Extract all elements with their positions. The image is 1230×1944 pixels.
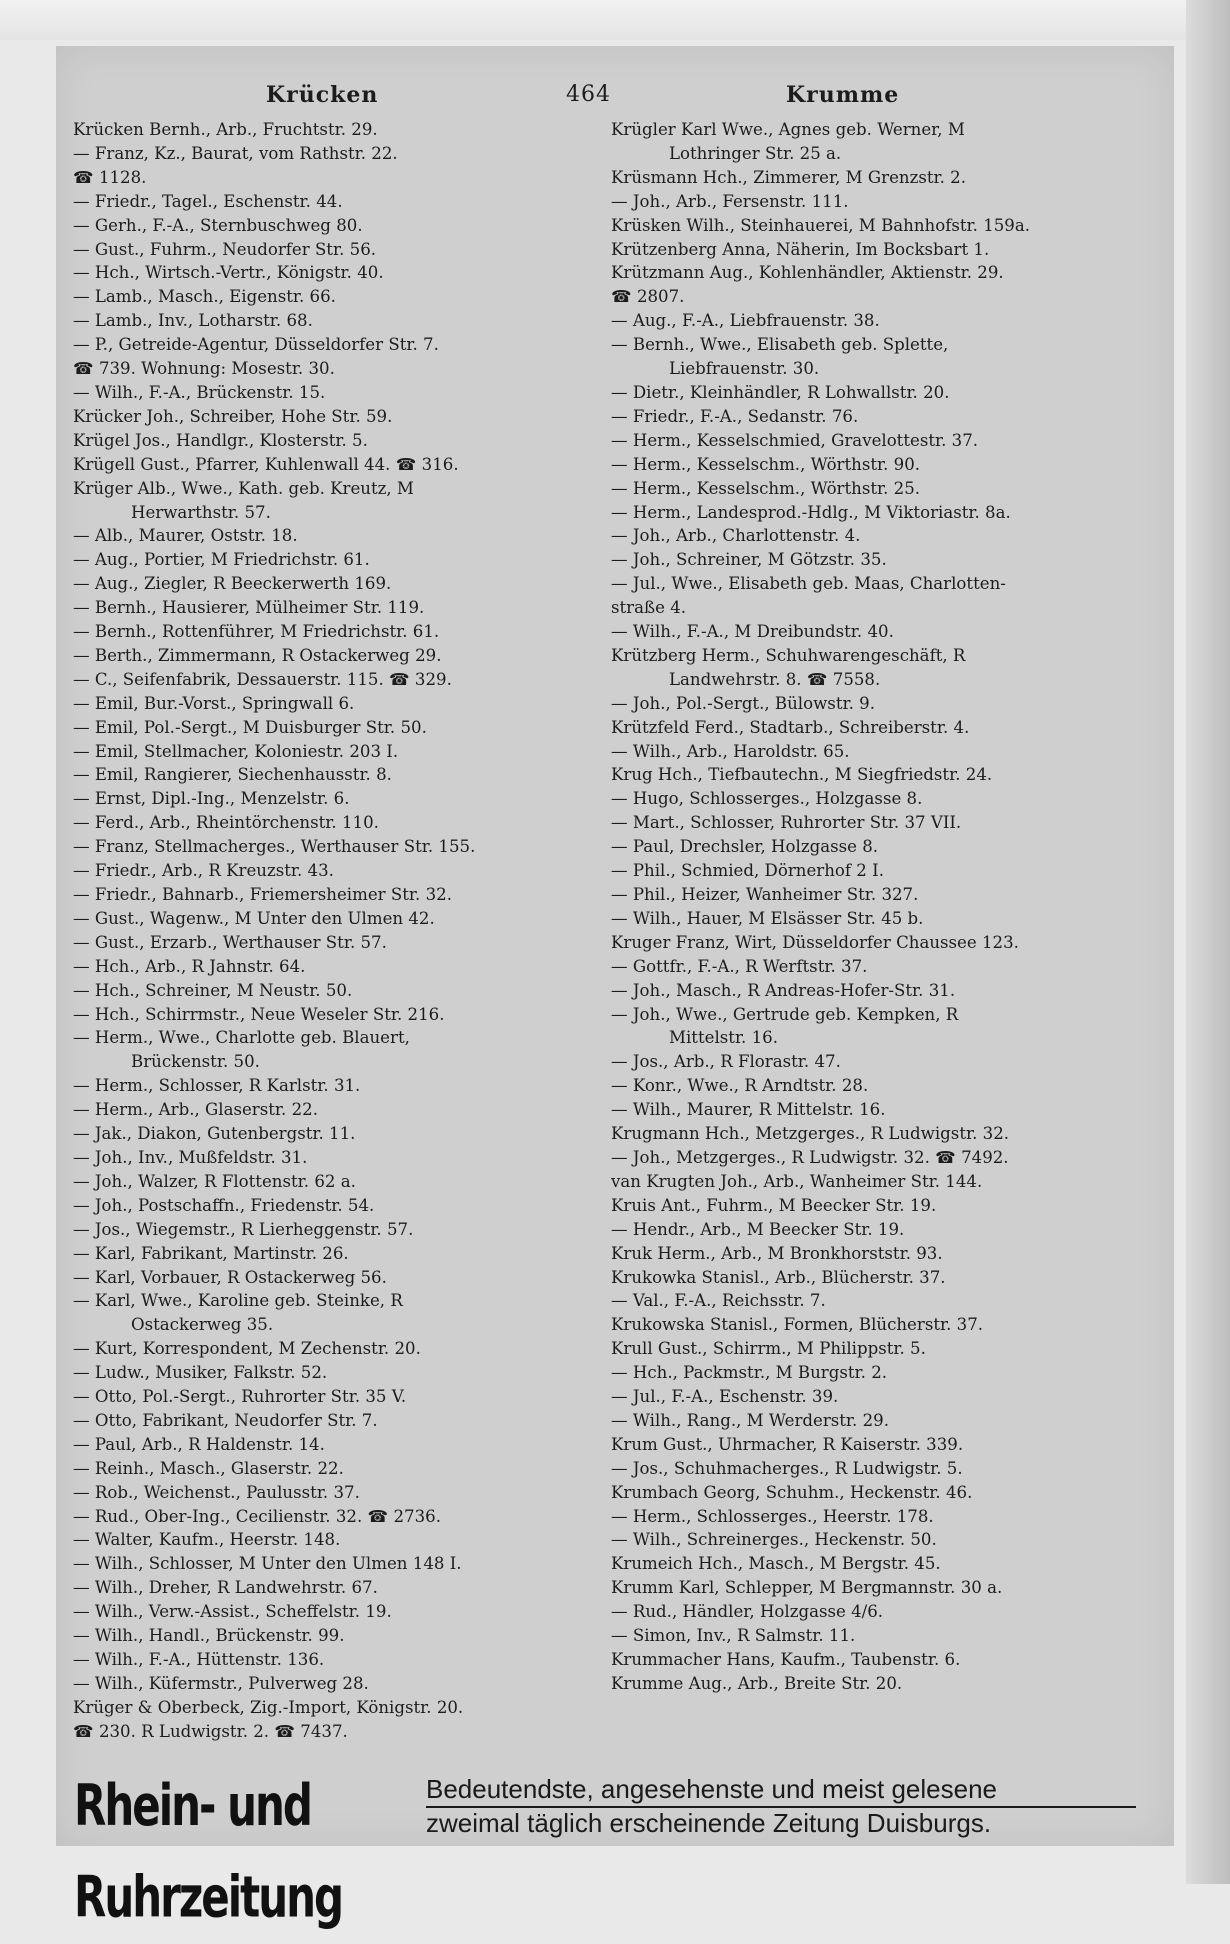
directory-entry: — Herm., Kesselschm., Wörthstr. 25. xyxy=(611,478,921,498)
directory-entry: — Lamb., Inv., Lotharstr. 68. xyxy=(73,311,313,331)
directory-entry: — Wilh., Rang., M Werderstr. 29. xyxy=(611,1410,889,1430)
directory-entry: — Gottfr., F.-A., R Werftstr. 37. xyxy=(611,956,868,976)
directory-entry: Krügel Jos., Handlgr., Klosterstr. 5. xyxy=(73,430,368,450)
directory-entry: — Paul, Drechsler, Holzgasse 8. xyxy=(611,837,879,857)
directory-entry: — Jul., Wwe., Elisabeth geb. Maas, Charlotten- xyxy=(611,574,1006,594)
directory-entry: — Herm., Wwe., Charlotte geb. Blauert, xyxy=(73,1028,410,1048)
directory-entry: — Joh., Wwe., Gertrude geb. Kempken, R xyxy=(611,1004,959,1024)
directory-entry: Krüger Alb., Wwe., Kath. geb. Kreutz, M xyxy=(73,478,414,498)
page-number: 464 xyxy=(566,82,611,107)
directory-entry: — Joh., Walzer, R Flottenstr. 62 a. xyxy=(73,1171,356,1191)
directory-entry: Brückenstr. 50. xyxy=(131,1052,260,1072)
directory-entry: Krumm Karl, Schlepper, M Bergmannstr. 30 a. xyxy=(611,1578,1003,1598)
directory-entry: Krüger & Oberbeck, Zig.-Import, Königstr. 20. xyxy=(73,1697,464,1717)
directory-entry: — Wilh., F.-A., M Dreibundstr. 40. xyxy=(611,622,894,642)
directory-entry: — Alb., Maurer, Oststr. 18. xyxy=(73,526,298,546)
directory-entry: Krücken Bernh., Arb., Fruchtstr. 29. xyxy=(73,120,378,139)
directory-entry: Kruk Herm., Arb., M Bronkhorststr. 93. xyxy=(611,1243,943,1263)
directory-entry: — Ludw., Musiker, Falkstr. 52. xyxy=(73,1363,328,1383)
scan-margin-top xyxy=(0,0,1230,40)
directory-entry: Krug Hch., Tiefbautechn., M Siegfriedstr. 24. xyxy=(611,765,993,785)
directory-entry: — Herm., Arb., Glaserstr. 22. xyxy=(73,1100,318,1120)
directory-entry: Lothringer Str. 25 a. xyxy=(669,143,842,163)
directory-entry: — P., Getreide-Agentur, Düsseldorfer Str. 7. xyxy=(73,335,439,355)
directory-entry: — Jos., Wiegemstr., R Lierheggenstr. 57. xyxy=(73,1219,414,1239)
directory-entry: straße 4. xyxy=(611,598,687,618)
directory-entry: — Herm., Schlosser, R Karlstr. 31. xyxy=(73,1076,361,1096)
directory-entry: — Wilh., F.-A., Brückenstr. 15. xyxy=(73,382,326,402)
directory-entry: Liebfrauenstr. 30. xyxy=(669,359,820,379)
directory-entry: Krukowska Stanisl., Formen, Blücherstr. 37. xyxy=(611,1315,984,1335)
directory-entry: — Emil, Rangierer, Siechenhausstr. 8. xyxy=(73,765,392,785)
directory-entry: — Wilh., Handl., Brückenstr. 99. xyxy=(73,1626,345,1646)
directory-entry: Krumme Aug., Arb., Breite Str. 20. xyxy=(611,1673,903,1693)
directory-entry: — Aug., Portier, M Friedrichstr. 61. xyxy=(73,550,370,570)
directory-entry: — Hendr., Arb., M Beecker Str. 19. xyxy=(611,1219,905,1239)
directory-entry: — Jak., Diakon, Gutenbergstr. 11. xyxy=(73,1124,356,1144)
directory-entry: — Herm., Kesselschmied, Gravelottestr. 37. xyxy=(611,430,979,450)
directory-entry: — Aug., F.-A., Liebfrauenstr. 38. xyxy=(611,311,880,331)
directory-entry: — Friedr., Bahnarb., Friemersheimer Str. 32. xyxy=(73,885,452,904)
directory-entry: — Herm., Schlosserges., Heerstr. 178. xyxy=(611,1506,934,1526)
directory-entry: — Joh., Masch., R Andreas-Hofer-Str. 31. xyxy=(611,980,956,1000)
directory-entry: Ostackerweg 35. xyxy=(131,1315,274,1335)
directory-entry: — Hch., Packmstr., M Burgstr. 2. xyxy=(611,1363,888,1383)
directory-entry: van Krugten Joh., Arb., Wanheimer Str. 144. xyxy=(611,1171,983,1191)
directory-entry: Krukowka Stanisl., Arb., Blücherstr. 37. xyxy=(611,1267,946,1287)
directory-entry: — Phil., Schmied, Dörnerhof 2 I. xyxy=(611,861,884,881)
directory-entry: Krüsken Wilh., Steinhauerei, M Bahnhofstr. 159a. xyxy=(611,215,1031,235)
directory-entry: — Joh., Postschaffn., Friedenstr. 54. xyxy=(73,1195,375,1215)
directory-entry: — Konr., Wwe., R Arndtstr. 28. xyxy=(611,1076,869,1096)
directory-entry: — Wilh., Maurer, R Mittelstr. 16. xyxy=(611,1100,886,1120)
directory-page xyxy=(56,46,1174,1931)
page-header xyxy=(56,82,1174,118)
directory-entry: — Hch., Schirrmstr., Neue Weseler Str. 216. xyxy=(73,1004,445,1024)
directory-entry: — Berth., Zimmermann, R Ostackerweg 29. xyxy=(73,645,442,665)
left-column xyxy=(73,118,593,1744)
advert-logo: Rhein- und Ruhrzeitung xyxy=(74,1772,343,1931)
directory-entry: — Bernh., Hausierer, Mülheimer Str. 119. xyxy=(73,598,425,618)
directory-entry: ☎ 1128. xyxy=(73,167,147,187)
directory-entry: — Lamb., Masch., Eigenstr. 66. xyxy=(73,287,336,307)
directory-entry: — Kurt, Korrespondent, M Zechenstr. 20. xyxy=(73,1339,421,1359)
directory-entry: — Simon, Inv., R Salmstr. 11. xyxy=(611,1626,856,1646)
directory-entry: — Emil, Pol.-Sergt., M Duisburger Str. 50. xyxy=(73,717,427,737)
directory-entry: — Friedr., F.-A., Sedanstr. 76. xyxy=(611,406,859,426)
directory-entry: — Hch., Schreiner, M Neustr. 50. xyxy=(73,980,353,1000)
directory-entry: — Rud., Händler, Holzgasse 4/6. xyxy=(611,1602,884,1622)
directory-entry: — Val., F.-A., Reichsstr. 7. xyxy=(611,1291,826,1311)
directory-entry: — Joh., Metzgerges., R Ludwigstr. 32. ☎ 7492. xyxy=(611,1147,1009,1167)
directory-entry: — Joh., Arb., Charlottenstr. 4. xyxy=(611,526,861,546)
directory-entry: — Joh., Pol.-Sergt., Bülowstr. 9. xyxy=(611,693,875,713)
directory-entry: — Gust., Fuhrm., Neudorfer Str. 56. xyxy=(73,239,377,259)
directory-entry: — Wilh., Hauer, M Elsässer Str. 45 b. xyxy=(611,908,924,928)
directory-entry: — Herm., Landesprod.-Hdlg., M Viktoriastr. 8a. xyxy=(611,502,1011,522)
directory-entry: — Ernst, Dipl.-Ing., Menzelstr. 6. xyxy=(73,789,350,809)
directory-entry: Krücker Joh., Schreiber, Hohe Str. 59. xyxy=(73,406,393,426)
scan-margin-right xyxy=(1186,0,1230,1884)
directory-entry: — Paul, Arb., R Haldenstr. 14. xyxy=(73,1434,325,1454)
directory-entry: Krügler Karl Wwe., Agnes geb. Werner, M xyxy=(611,120,965,139)
newspaper-advert xyxy=(74,1772,1154,1931)
directory-entry: Kruger Franz, Wirt, Düsseldorfer Chaussee 123. xyxy=(611,932,1019,952)
directory-entry: ☎ 739. Wohnung: Mosestr. 30. xyxy=(73,359,335,379)
directory-entry: ☎ 230. R Ludwigstr. 2. ☎ 7437. xyxy=(73,1721,348,1741)
directory-entry: — Wilh., Dreher, R Landwehrstr. 67. xyxy=(73,1578,378,1598)
directory-entry: — Joh., Arb., Fersenstr. 111. xyxy=(611,191,849,211)
directory-entry: Krum Gust., Uhrmacher, R Kaiserstr. 339. xyxy=(611,1434,964,1454)
directory-entry: — Hch., Arb., R Jahnstr. 64. xyxy=(73,956,306,976)
directory-entry: — Hch., Wirtsch.-Vertr., Königstr. 40. xyxy=(73,263,384,283)
directory-entry: — Hugo, Schlosserges., Holzgasse 8. xyxy=(611,789,923,809)
directory-entry: — Phil., Heizer, Wanheimer Str. 327. xyxy=(611,885,919,904)
directory-entry: — Otto, Pol.-Sergt., Ruhrorter Str. 35 V. xyxy=(73,1387,407,1407)
directory-entry: Krützmann Aug., Kohlenhändler, Aktienstr. 29. xyxy=(611,263,1004,283)
directory-entry: — Karl, Wwe., Karoline geb. Steinke, R xyxy=(73,1291,403,1311)
directory-entry: — Gust., Wagenw., M Unter den Ulmen 42. xyxy=(73,908,435,928)
directory-entry: — Wilh., F.-A., Hüttenstr. 136. xyxy=(73,1650,325,1669)
directory-entry: — Gerh., F.-A., Sternbuschweg 80. xyxy=(73,215,363,235)
directory-entry: Krummacher Hans, Kaufm., Taubenstr. 6. xyxy=(611,1650,961,1669)
directory-entry: — Bernh., Wwe., Elisabeth geb. Splette, xyxy=(611,335,949,355)
header-right-keyword: Krumme xyxy=(786,82,900,108)
directory-entry: — Wilh., Schlosser, M Unter den Ulmen 148 I. xyxy=(73,1554,462,1574)
directory-entry: — Joh., Schreiner, M Götzstr. 35. xyxy=(611,550,887,570)
advert-line-1: Bedeutendste, angesehenste und meist gelesene xyxy=(426,1774,997,1804)
directory-entry: — Rud., Ober-Ing., Cecilienstr. 32. ☎ 2736. xyxy=(73,1506,441,1526)
directory-entry: Krumbach Georg, Schuhm., Heckenstr. 46. xyxy=(611,1482,973,1502)
directory-entry: — Karl, Vorbauer, R Ostackerweg 56. xyxy=(73,1267,387,1287)
directory-entry: Krugmann Hch., Metzgerges., R Ludwigstr. 32. xyxy=(611,1124,1010,1144)
directory-entry: Herwarthstr. 57. xyxy=(131,502,271,522)
directory-entry: — Mart., Schlosser, Ruhrorter Str. 37 VII. xyxy=(611,813,962,833)
directory-entry: — Joh., Inv., Mußfeldstr. 31. xyxy=(73,1147,308,1167)
directory-entry: — Aug., Ziegler, R Beeckerwerth 169. xyxy=(73,574,392,594)
directory-entry: — Reinh., Masch., Glaserstr. 22. xyxy=(73,1458,344,1478)
directory-entry: — C., Seifenfabrik, Dessauerstr. 115. ☎ 329. xyxy=(73,669,452,689)
directory-entry: — Gust., Erzarb., Werthauser Str. 57. xyxy=(73,932,387,952)
directory-entry: Landwehrstr. 8. ☎ 7558. xyxy=(669,669,881,689)
directory-entry: — Wilh., Küfermstr., Pulverweg 28. xyxy=(73,1673,369,1693)
directory-entry: Krull Gust., Schirrm., M Philippstr. 5. xyxy=(611,1339,926,1359)
directory-entry: Krumeich Hch., Masch., M Bergstr. 45. xyxy=(611,1554,941,1574)
directory-entry: Krügell Gust., Pfarrer, Kuhlenwall 44. ☎ 316. xyxy=(73,454,459,474)
directory-entry: — Franz, Stellmacherges., Werthauser Str. 155. xyxy=(73,837,476,857)
right-column xyxy=(611,118,1131,1696)
directory-entry: — Bernh., Rottenführer, M Friedrichstr. 61. xyxy=(73,622,440,642)
directory-entry: ☎ 2807. xyxy=(611,287,685,307)
directory-entry: — Emil, Stellmacher, Koloniestr. 203 I. xyxy=(73,741,399,761)
directory-entry: — Otto, Fabrikant, Neudorfer Str. 7. xyxy=(73,1410,378,1430)
directory-entry: — Friedr., Arb., R Kreuzstr. 43. xyxy=(73,861,334,881)
directory-entry: Mittelstr. 16. xyxy=(669,1028,778,1048)
directory-entry: Kruis Ant., Fuhrm., M Beecker Str. 19. xyxy=(611,1195,937,1215)
directory-entry: — Friedr., Tagel., Eschenstr. 44. xyxy=(73,191,343,211)
directory-entry: — Emil, Bur.-Vorst., Springwall 6. xyxy=(73,693,355,713)
directory-entry: — Wilh., Schreinerges., Heckenstr. 50. xyxy=(611,1530,937,1550)
directory-entry: — Ferd., Arb., Rheintörchenstr. 110. xyxy=(73,813,379,833)
directory-entry: — Jos., Arb., R Florastr. 47. xyxy=(611,1052,841,1072)
directory-entry: — Dietr., Kleinhändler, R Lohwallstr. 20. xyxy=(611,382,950,402)
directory-entry: Krüsmann Hch., Zimmerer, M Grenzstr. 2. xyxy=(611,167,966,187)
directory-entry: — Wilh., Verw.-Assist., Scheffelstr. 19. xyxy=(73,1602,392,1622)
directory-entry: — Rob., Weichenst., Paulusstr. 37. xyxy=(73,1482,360,1502)
directory-entry: — Franz, Kz., Baurat, vom Rathstr. 22. xyxy=(73,143,398,163)
directory-entry: Krützfeld Ferd., Stadtarb., Schreiberstr. 4. xyxy=(611,717,970,737)
directory-entry: — Wilh., Arb., Haroldstr. 65. xyxy=(611,741,850,761)
directory-entry: Krützenberg Anna, Näherin, Im Bocksbart 1. xyxy=(611,239,990,259)
directory-entry: — Karl, Fabrikant, Martinstr. 26. xyxy=(73,1243,349,1263)
directory-entry: — Walter, Kaufm., Heerstr. 148. xyxy=(73,1530,341,1550)
directory-entry: Krützberg Herm., Schuhwarengeschäft, R xyxy=(611,645,966,665)
header-left-keyword: Krücken xyxy=(266,82,379,108)
advert-line-2: zweimal täglich erscheinende Zeitung Duisburgs. xyxy=(426,1808,992,1838)
directory-entry: — Jos., Schuhmacherges., R Ludwigstr. 5. xyxy=(611,1458,963,1478)
directory-entry: — Jul., F.-A., Eschenstr. 39. xyxy=(611,1387,839,1407)
directory-entry: — Herm., Kesselschm., Wörthstr. 90. xyxy=(611,454,921,474)
